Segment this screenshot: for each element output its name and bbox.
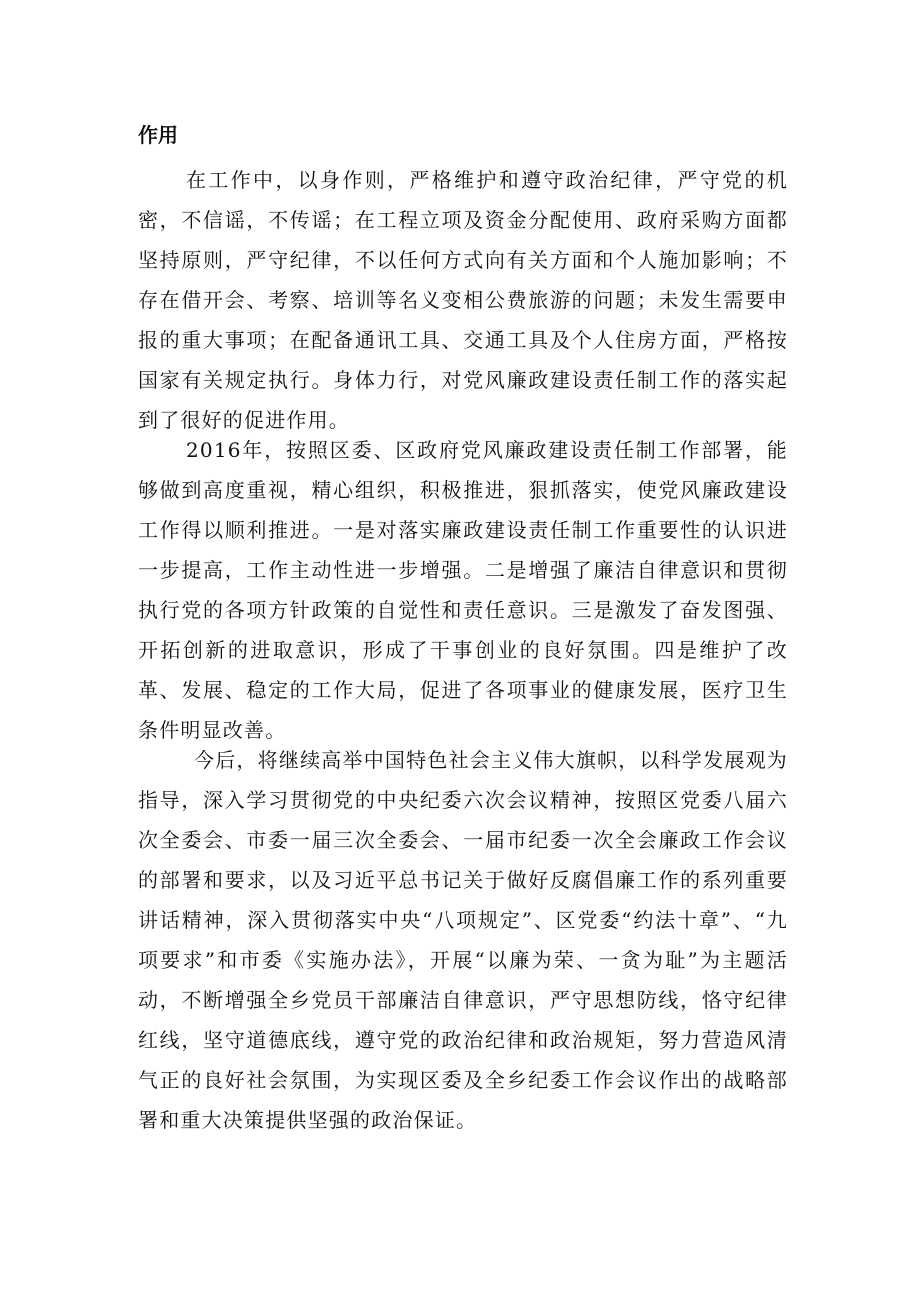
paragraph-future-plans: 今后，将继续高举中国特色社会主义伟大旗帜，以科学发展观为指导，深入学习贯彻党的中央纪委六次会议精神，按照区党委八届六次全委会、市委一届三次全委会、一届市纪委一次全会廉政工作会议的部署和要求，以及习近平总书记关于做好反腐倡廉工作的系列重要讲话精神，深入贯彻落实中央“八项规定”、区党委“约法十章”、“九项要求”和市委《实施办法》，开展“以廉为荣、一贪为耻”为主题活动，不断增强全乡党员干部廉洁自律意识，严守思想防线，恪守纪律红线，坚守道德底线，遵守党的政治纪律和政治规矩，努力营造风清气正的良好社会氛围，为实现区委及全乡纪委工作会议作出的战略部署和重大决策提供坚强的政治保证。 [138,748,788,1132]
paragraph-2016-work: 2016年，按照区委、区政府党风廉政建设责任制工作部署，能够做到高度重视，精心组织，积极推进，狠抓落实，使党风廉政建设工作得以顺利推进。一是对落实廉政建设责任制工作重要性的认识进一步提高，工作主动性进一步增强。二是增强了廉洁自律意识和贯彻执行党的各项方针政策的自觉性和责任意识。三是激发了奋发图强、开拓创新的进取意识，形成了干事创业的良好氛围。四是维护了改革、发展、稳定的工作大局，促进了各项事业的健康发展，医疗卫生条件明显改善。 [138,438,788,742]
section-heading: 作用 [138,123,178,147]
paragraph-conduct: 在工作中，以身作则，严格维护和遵守政治纪律，严守党的机密，不信谣，不传谣；在工程立项及资金分配使用、政府采购方面都坚持原则，严守纪律，不以任何方式向有关方面和个人施加影响；不存在借开会、考察、培训等名义变相公费旅游的问题；未发生需要申报的重大事项；在配备通讯工具、交通工具及个人住房方面，严格按国家有关规定执行。身体力行，对党风廉政建设责任制工作的落实起到了很好的促进作用。 [138,168,788,432]
